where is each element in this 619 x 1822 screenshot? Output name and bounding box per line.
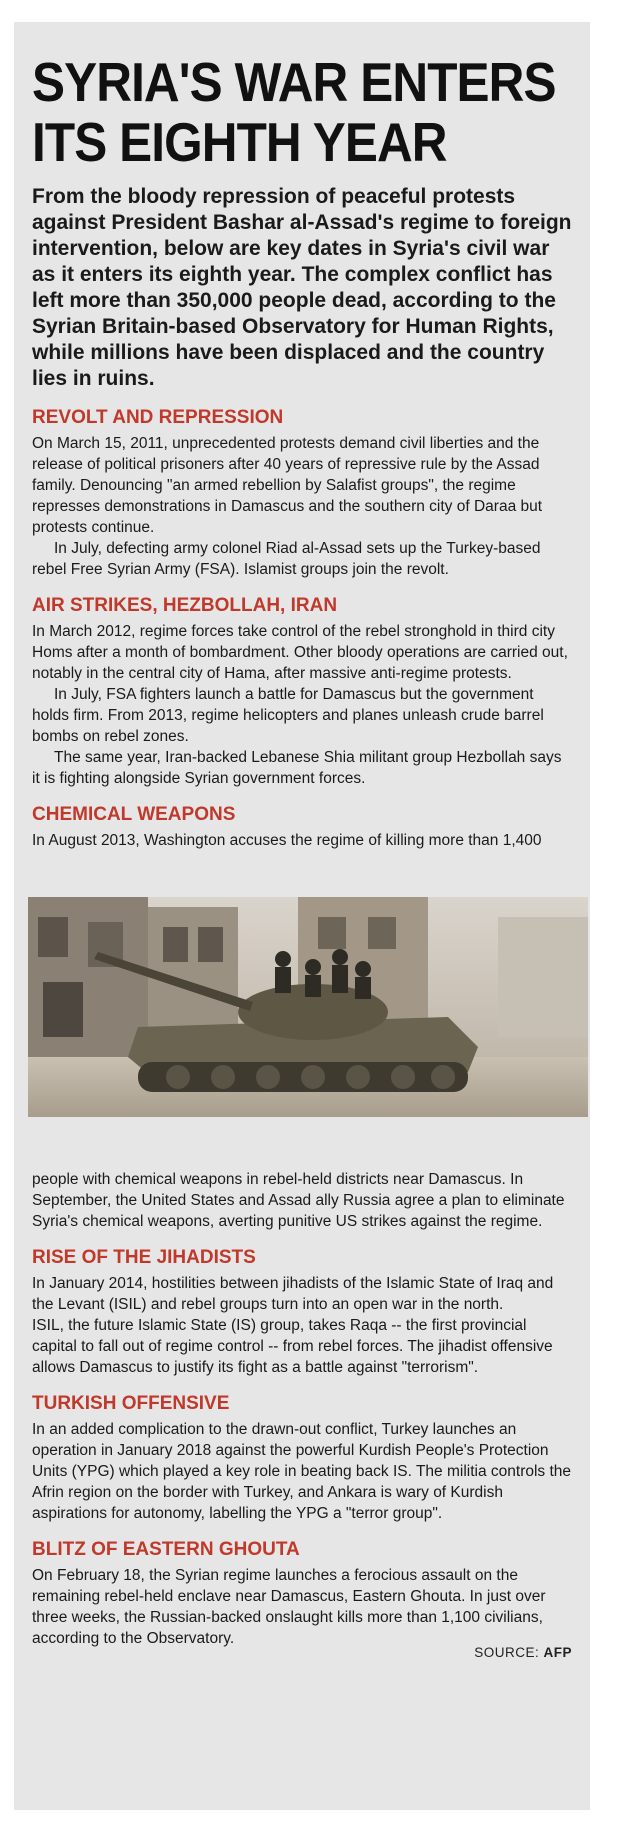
section-paragraph: In July, defecting army colonel Riad al-Assad sets up the Turkey-based rebel Free Syrian Army (FSA). Islamist groups join the revolt.: [32, 540, 541, 578]
intro-paragraph: From the bloody repression of peaceful protests against President Bashar al-Assad's regime to foreign intervention, below are key dates in Syria's civil war as it enters its eighth year. The complex conflict has left more than 350,000 people dead, according to the Syrian Britain-based Observatory for Human Rights, while millions have been displaced and the country lies in ruins.: [32, 185, 572, 390]
section-paragraph: In March 2012, regime forces take control of the rebel stronghold in third city Homs after a month of bombardment. Other bloody operations are carried out, notably in the central city of Hama, after massive anti-regime protests.: [32, 623, 568, 682]
tank-photo: [28, 897, 588, 1117]
headline: SYRIA'S WAR ENTERS ITS EIGHTH YEAR: [32, 51, 556, 173]
section-turkish-offensive: [32, 1392, 572, 1524]
section-paragraph: In an added complication to the drawn-out conflict, Turkey launches an operation in January 2018 against the powerful Kurdish People's Protection Units (YPG) which played a key role in beating back IS. The militia controls the Afrin region on the border with Turkey, and Ankara is wary of Kurdish aspirations for autonomy, labelling the YPG a "terror group".: [32, 1421, 572, 1522]
article-panel: [14, 22, 590, 1810]
source-agency: AFP: [543, 1645, 572, 1660]
section-paragraph: In July, FSA fighters launch a battle for Damascus but the government holds firm. From 2013, regime helicopters and planes unleash crude barrel bombs on rebel zones.: [32, 686, 544, 745]
section-paragraph: On March 15, 2011, unprecedented protests demand civil liberties and the release of political prisoners after 40 years of repressive rule by the Assad family. Denouncing "an armed rebellion by Salafist groups", the regime represses demonstrations in Damascus and the southern city of Daraa but protests continue.: [32, 435, 543, 536]
section-title: BLITZ OF EASTERN GHOUTA: [32, 1539, 300, 1560]
section-jihadists: [32, 1246, 572, 1378]
section-revolt: [32, 406, 572, 580]
section-eastern-ghouta: [32, 1538, 572, 1649]
section-title: TURKISH OFFENSIVE: [32, 1393, 230, 1414]
section-air-strikes: [32, 594, 572, 789]
section-title: CHEMICAL WEAPONS: [32, 804, 236, 825]
section-title: REVOLT AND REPRESSION: [32, 407, 284, 428]
section-paragraph: In January 2014, hostilities between jihadists of the Islamic State of Iraq and the Levant (ISIL) and rebel groups turn into an open war in the north.: [32, 1275, 554, 1313]
section-title: AIR STRIKES, HEZBOLLAH, IRAN: [32, 595, 338, 616]
section-paragraph: people with chemical weapons in rebel-held districts near Damascus. In September, the United States and Assad ally Russia agree a plan to eliminate Syria's chemical weapons, averting punitive US strikes against the regime.: [32, 1171, 565, 1230]
section-paragraph: ISIL, the future Islamic State (IS) group, takes Raqa -- the first provincial capital to fall out of regime control -- from rebel forces. The jihadist offensive allows Damascus to justify its fight as a battle against "terrorism".: [32, 1317, 553, 1376]
section-title: RISE OF THE JIHADISTS: [32, 1247, 256, 1268]
section-paragraph: The same year, Iran-backed Lebanese Shia militant group Hezbollah says it is fighting alongside Syrian government forces.: [32, 749, 562, 787]
section-paragraph: On February 18, the Syrian regime launches a ferocious assault on the remaining rebel-held enclave near Damascus, Eastern Ghouta. In just over three weeks, the Russian-backed onslaught kills more than 1,100 civilians, according to the Observatory.: [32, 1567, 546, 1647]
source-label: SOURCE:: [474, 1645, 540, 1660]
section-chemical-weapons: [32, 803, 572, 1232]
section-paragraph: In August 2013, Washington accuses the regime of killing more than 1,400: [32, 832, 542, 849]
